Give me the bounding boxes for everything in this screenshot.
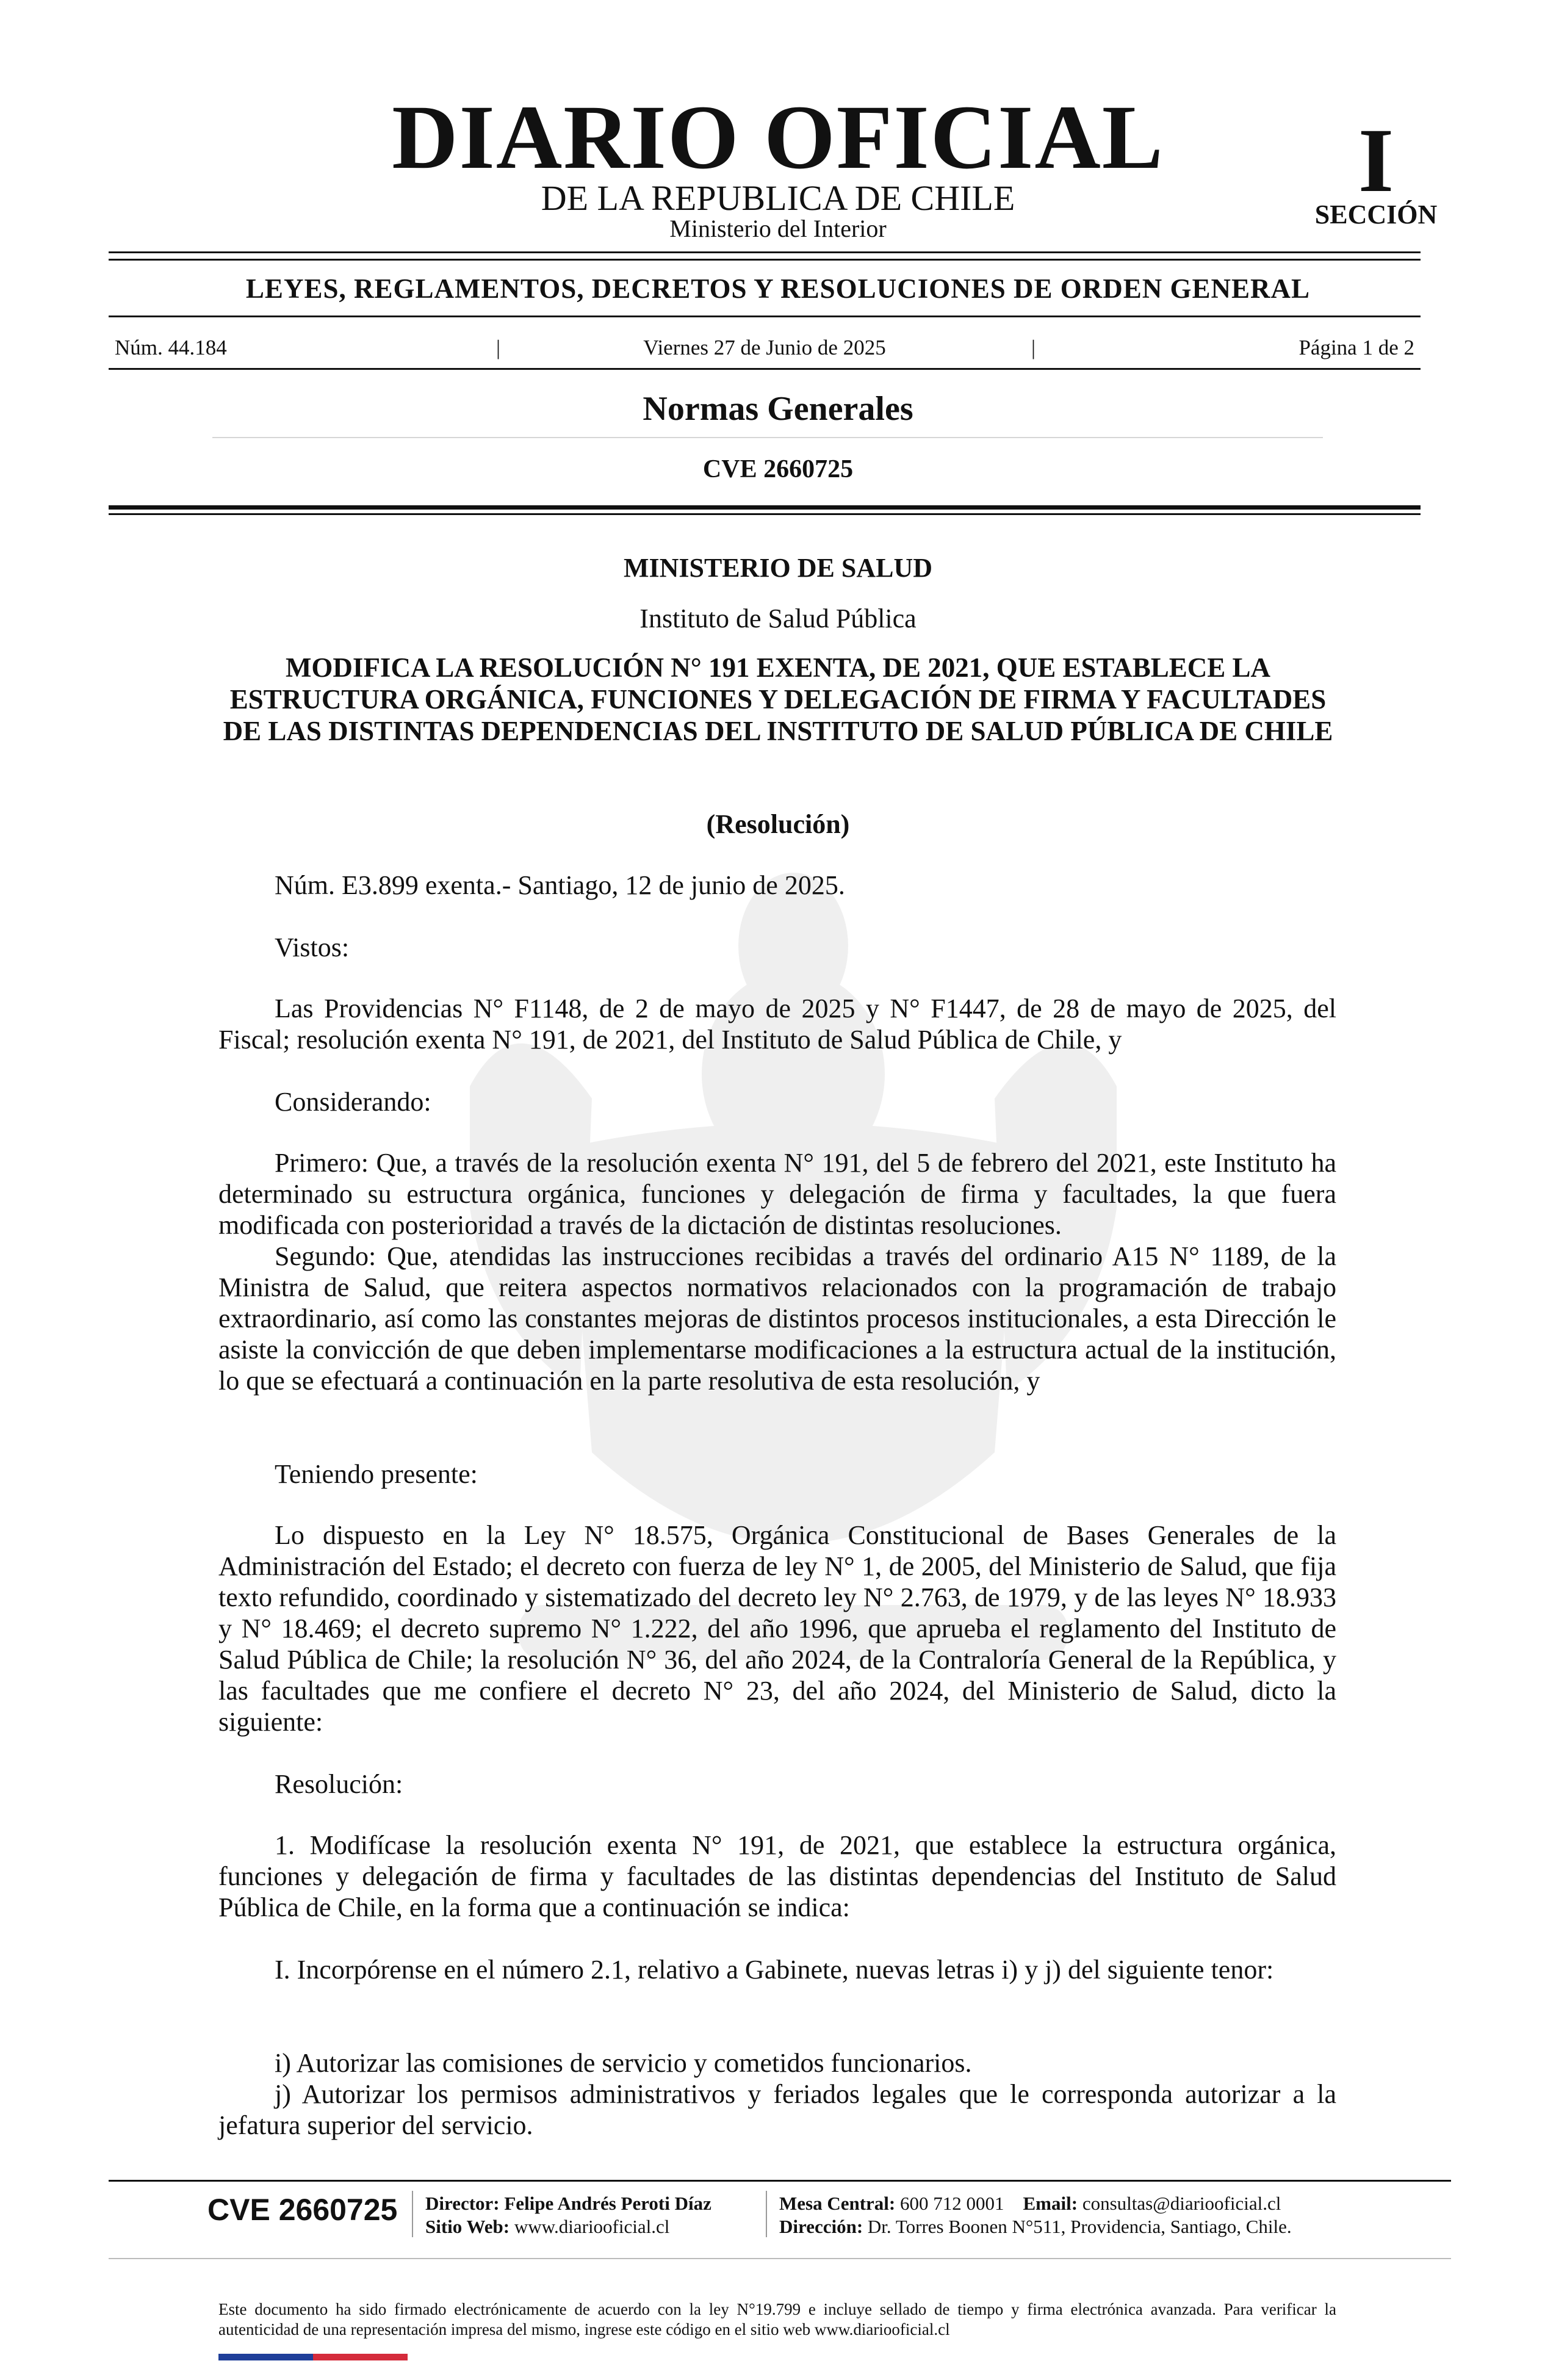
footer-cve: CVE 2660725 (207, 2193, 398, 2227)
rule (109, 316, 1421, 317)
resolution-label: (Resolución) (706, 809, 850, 839)
footer-note: Este documento ha sido firmado electrónicamente de acuerdo con la ley N°19.799 e incluye sellado de tiempo y firma electrónica avanzada. Para verificar la autenticidad de una representación impresa del mismo, ingrese este código en el sitio web www.diariooficial.cl (218, 2300, 1336, 2339)
item-letter-j: j) Autorizar los permisos administrativos y feriados legales que le corresponda autorizar a la jefatura superior del servicio. (218, 2079, 1336, 2140)
ministry-heading: MINISTERIO DE SALUD (623, 553, 933, 583)
teniendo-paragraph: Lo dispuesto en la Ley N° 18.575, Orgánica Constitucional de Bases Generales de la Administración del Estado; el decreto con fuerza de ley N° 1, de 2005, del Ministerio de Salud, que fija texto refundido, coordinado y sistematizado del decreto ley N° 2.763, de 1979, y de las leyes N° 18.933 y N° 18.469; el decreto supremo N° 1.222, del año 1996, que aprueba el reglamento del Instituto de Salud Pública de Chile; la resolución N° 36, del año 2024, de la Contraloría General de la República, y las facultades que me confiere el decreto N° 23, del año 2024, del Ministerio de Salud, dicto la siguiente: (218, 1520, 1336, 1737)
masthead-subtitle: DE LA REPUBLICA DE CHILE (541, 178, 1015, 218)
footer-rule (109, 2180, 1451, 2182)
masthead-title: DIARIO OFICIAL (392, 87, 1164, 188)
teniendo-label: Teniendo presente: (275, 1459, 478, 1489)
footer-contact (779, 2192, 1292, 2238)
resolucion-item-1: 1. Modifícase la resolución exenta N° 191, de 2021, que establece la estructura orgánica, funciones y delegación de firma y facultades de las distintas dependencias del Instituto de Salud Pública de Chile, en la forma que a continuación se indica: (218, 1830, 1336, 1922)
banner-leyes: LEYES, REGLAMENTOS, DECRETOS Y RESOLUCIONES DE ORDEN GENERAL (245, 273, 1311, 304)
section-label: SECCIÓN (1314, 200, 1438, 229)
section-number: I (1358, 110, 1394, 211)
resolucion-item-I: I. Incorpórense en el número 2.1, relativo a Gabinete, nuevas letras i) y j) del siguiente tenor: (275, 1955, 1274, 1985)
issue-info-bar (115, 333, 1414, 363)
direccion-label: Dirección: (779, 2216, 863, 2237)
rule (109, 251, 1421, 253)
item-letter-i: i) Autorizar las comisiones de servicio y cometidos funcionarios. (275, 2048, 972, 2078)
considerando-label: Considerando: (275, 1087, 431, 1117)
resolution-number: Núm. E3.899 exenta.- Santiago, 12 de junio de 2025. (275, 870, 845, 900)
web-label: Sitio Web: (425, 2216, 510, 2237)
rule (109, 259, 1421, 261)
issue-page: Página 1 de 2 (1298, 336, 1414, 359)
footer-director (425, 2192, 711, 2238)
masthead-ministry: Ministerio del Interior (669, 215, 887, 242)
vistos-paragraph: Las Providencias N° F1148, de 2 de mayo de 2025 y N° F1447, de 28 de mayo de 2025, del Fiscal; resolución exenta N° 191, de 2021, del Instituto de Salud Pública de Chile, y (218, 993, 1336, 1055)
footer-separator (412, 2191, 413, 2237)
rule (109, 513, 1421, 515)
considerando-segundo: Segundo: Que, atendidas las instrucciones recibidas a través del ordinario A15 N° 1189, de la Ministra de Salud, que reitera aspectos normativos relacionados con la programación de trabajo extraordinario, así como las constantes mejoras de distintos procesos institucionales, a esta Dirección le asiste la convicción de que deben implementarse modificaciones a la estructura actual de la institución, lo que se efectuará a continuación en la parte resolutiva de esta resolución, y (218, 1241, 1336, 1396)
vistos-label: Vistos: (275, 932, 350, 962)
email-label: Email: (1023, 2193, 1078, 2214)
section-divider (212, 437, 1323, 438)
cve-header: CVE 2660725 (702, 455, 854, 483)
footer-divider (109, 2258, 1451, 2259)
institute-heading: Instituto de Salud Pública (639, 604, 917, 633)
director-name: Felipe Andrés Peroti Díaz (504, 2193, 711, 2214)
footer-separator (766, 2191, 767, 2237)
mesa-value: 600 712 0001 (900, 2193, 1004, 2214)
rule (109, 368, 1421, 370)
resolucion-label: Resolución: (275, 1769, 403, 1799)
issue-number: Núm. 44.184 (115, 336, 227, 359)
web-value[interactable]: www.diariooficial.cl (514, 2216, 670, 2237)
rule (109, 505, 1421, 510)
flag-stripe-red (313, 2354, 408, 2360)
director-label: Director: (425, 2193, 500, 2214)
direccion-value: Dr. Torres Boonen N°511, Providencia, Santiago, Chile. (867, 2216, 1292, 2237)
flag-stripe-blue (218, 2354, 313, 2360)
section-title: Normas Generales (643, 390, 913, 428)
resolution-title: MODIFICA LA RESOLUCIÓN N° 191 EXENTA, DE 2021, QUE ESTABLECE LA ESTRUCTURA ORGÁNICA, FUNCIONES Y DELEGACIÓN DE FIRMA Y FACULTADES DE LAS DISTINTAS DEPENDENCIAS DEL INSTITUTO DE SALUD PÚBLICA DE CHILE (223, 652, 1333, 746)
info-separator: | (1031, 336, 1036, 359)
considerando-primero: Primero: Que, a través de la resolución exenta N° 191, del 5 de febrero del 2021, este Instituto ha determinado su estructura orgánica, funciones y delegación de firma y facultades, la que fuera modificada con posterioridad a través de la dictación de distintas resoluciones. (218, 1148, 1336, 1240)
email-value[interactable]: consultas@diariooficial.cl (1082, 2193, 1281, 2214)
issue-date: Viernes 27 de Junio de 2025 (643, 336, 886, 359)
info-separator: | (496, 336, 501, 359)
mesa-label: Mesa Central: (779, 2193, 896, 2214)
